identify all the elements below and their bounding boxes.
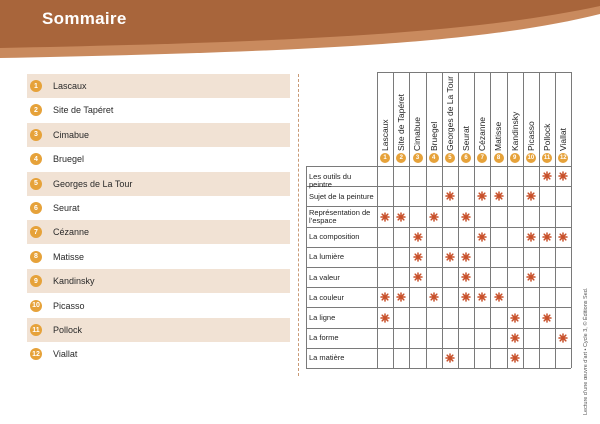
column-header-number: 6 (461, 153, 471, 163)
column-header-number: 3 (413, 153, 423, 163)
asterisk-mark-icon (445, 252, 455, 262)
toc-item-label: Viallat (53, 349, 78, 360)
toc-item-number: 12 (30, 348, 42, 360)
toc-item-label: Georges de La Tour (53, 178, 133, 189)
toc-item-number: 7 (30, 226, 42, 238)
toc-item[interactable] (27, 245, 290, 269)
grid-row-line (377, 72, 571, 73)
grid-row-line (306, 348, 571, 349)
matrix-row-label: La couleur (309, 292, 345, 302)
grid-row-line (306, 166, 571, 167)
asterisk-mark-icon (477, 292, 487, 302)
asterisk-mark-icon (542, 171, 552, 181)
toc-item[interactable] (27, 98, 290, 122)
column-header-label: Lascaux (380, 119, 390, 151)
column-header-label: Bruegel (428, 121, 439, 151)
asterisk-mark-icon (510, 313, 520, 323)
toc-item[interactable] (27, 172, 290, 196)
toc-item-label: Site de Tapéret (53, 105, 114, 116)
column-header-label: Cézanne (477, 116, 488, 151)
column-header-number: 8 (494, 153, 504, 163)
toc-item[interactable] (27, 294, 290, 318)
grid-col-line (409, 72, 410, 368)
toc-item-number: 4 (30, 153, 42, 165)
toc-item[interactable] (27, 318, 290, 342)
toc-item-number: 3 (30, 129, 42, 141)
toc-item-label: Bruegel (53, 154, 85, 165)
grid-col-line (555, 72, 556, 368)
asterisk-mark-icon (461, 252, 471, 262)
toc-item-number: 9 (30, 275, 42, 287)
grid-row-line (306, 227, 571, 228)
header-band (0, 0, 600, 60)
asterisk-mark-icon (396, 292, 406, 302)
column-header-number: 1 (380, 153, 390, 163)
column-header-label: Viallat (558, 128, 569, 151)
grid-row-line (306, 267, 571, 268)
asterisk-mark-icon (526, 232, 536, 242)
grid-col-line (442, 72, 443, 368)
side-credit: Lecture d’une œuvre d’art • Cycle 3, © Éditions Sed. (583, 287, 589, 415)
column-header-label: Georges de La Tour (444, 76, 455, 151)
asterisk-mark-icon (380, 212, 390, 222)
matrix-row-label: La forme (309, 333, 339, 343)
column-header-label: Picasso (525, 121, 536, 151)
asterisk-mark-icon (445, 191, 455, 201)
grid-col-line (426, 72, 427, 368)
column-header-number: 9 (510, 153, 520, 163)
column-header-label: Kandinsky (509, 111, 520, 151)
asterisk-mark-icon (526, 272, 536, 282)
toc-item-label: Picasso (53, 300, 85, 311)
page-title: Sommaire (42, 9, 127, 28)
asterisk-mark-icon (558, 171, 568, 181)
grid-col-line (523, 72, 524, 368)
matrix-row-label: Représentation de l’espace (309, 207, 371, 225)
asterisk-mark-icon (413, 252, 423, 262)
asterisk-mark-icon (461, 272, 471, 282)
toc-item-label: Cimabue (53, 129, 90, 140)
matrix-row-label: Les outils du peintre (309, 171, 352, 189)
column-header-number: 12 (559, 155, 567, 161)
asterisk-mark-icon (477, 191, 487, 201)
grid-row-line (306, 287, 571, 288)
asterisk-mark-icon (510, 353, 520, 363)
column-header-label: Seurat (461, 125, 471, 151)
asterisk-mark-icon (380, 292, 390, 302)
column-header-number: 2 (396, 153, 406, 163)
toc-item[interactable] (27, 123, 290, 147)
toc-item[interactable] (27, 342, 290, 366)
toc-item-number: 8 (30, 251, 42, 263)
grid-row-line (306, 328, 571, 329)
asterisk-mark-icon (429, 292, 439, 302)
toc-item[interactable] (27, 269, 290, 293)
toc-item-label: Cézanne (53, 227, 90, 238)
column-header-label: Cimabue (412, 116, 423, 151)
matrix-row-label: La valeur (309, 272, 340, 282)
column-header-label: Site de Tapéret (396, 93, 407, 151)
grid-col-line (393, 72, 394, 368)
grid-row-line (306, 247, 571, 248)
toc-item[interactable] (27, 74, 290, 98)
asterisk-mark-icon (542, 232, 552, 242)
asterisk-mark-icon (413, 272, 423, 282)
grid-row-line (306, 368, 571, 369)
toc-item-number: 11 (30, 324, 42, 336)
asterisk-mark-icon (542, 313, 552, 323)
toc-item[interactable] (27, 196, 290, 220)
column-header-number: 7 (477, 153, 487, 163)
column-header-label: Pollock (542, 123, 552, 151)
column-header-number: 10 (527, 155, 535, 161)
toc-item-number: 6 (30, 202, 42, 214)
column-header-number: 4 (429, 153, 439, 163)
toc-item[interactable] (27, 147, 290, 171)
toc-item[interactable] (27, 220, 290, 244)
asterisk-mark-icon (445, 353, 455, 363)
matrix-row-label: La composition (309, 232, 360, 242)
grid-col-line (377, 72, 378, 368)
toc-item-number: 1 (30, 80, 42, 92)
grid-col-line (474, 72, 475, 368)
asterisk-mark-icon (429, 212, 439, 222)
column-header-number: 5 (445, 153, 455, 163)
asterisk-mark-icon (510, 333, 520, 343)
toc-item-label: Lascaux (53, 81, 87, 91)
asterisk-mark-icon (461, 212, 471, 222)
matrix-row-label: La lumière (309, 252, 345, 262)
column-header-label: Matisse (493, 121, 504, 151)
matrix-row-label: La ligne (309, 312, 336, 322)
asterisk-mark-icon (558, 232, 568, 242)
grid-col-line (458, 72, 459, 368)
toc-item-label: Matisse (53, 251, 85, 262)
grid-col-line (539, 72, 540, 368)
toc-item-label: Kandinsky (53, 276, 95, 287)
toc-item-label: Seurat (53, 203, 80, 213)
toc-item-label: Pollock (53, 325, 83, 335)
toc-item-number: 2 (30, 104, 42, 116)
grid-col-line (490, 72, 491, 368)
asterisk-mark-icon (461, 292, 471, 302)
column-header-number: 11 (543, 155, 551, 161)
grid-col-line (571, 72, 572, 368)
asterisk-mark-icon (494, 191, 504, 201)
asterisk-mark-icon (396, 212, 406, 222)
dashed-divider (298, 74, 299, 376)
asterisk-mark-icon (380, 313, 390, 323)
asterisk-mark-icon (526, 191, 536, 201)
asterisk-mark-icon (413, 232, 423, 242)
asterisk-mark-icon (494, 292, 504, 302)
matrix-row-label: La matière (309, 353, 345, 363)
asterisk-mark-icon (477, 232, 487, 242)
toc-item-number: 10 (30, 300, 42, 312)
grid-row-line (306, 307, 571, 308)
grid-col-line (507, 72, 508, 368)
matrix-row-label: Sujet de la peinture (309, 191, 374, 201)
asterisk-mark-icon (558, 333, 568, 343)
toc-item-number: 5 (30, 178, 42, 190)
